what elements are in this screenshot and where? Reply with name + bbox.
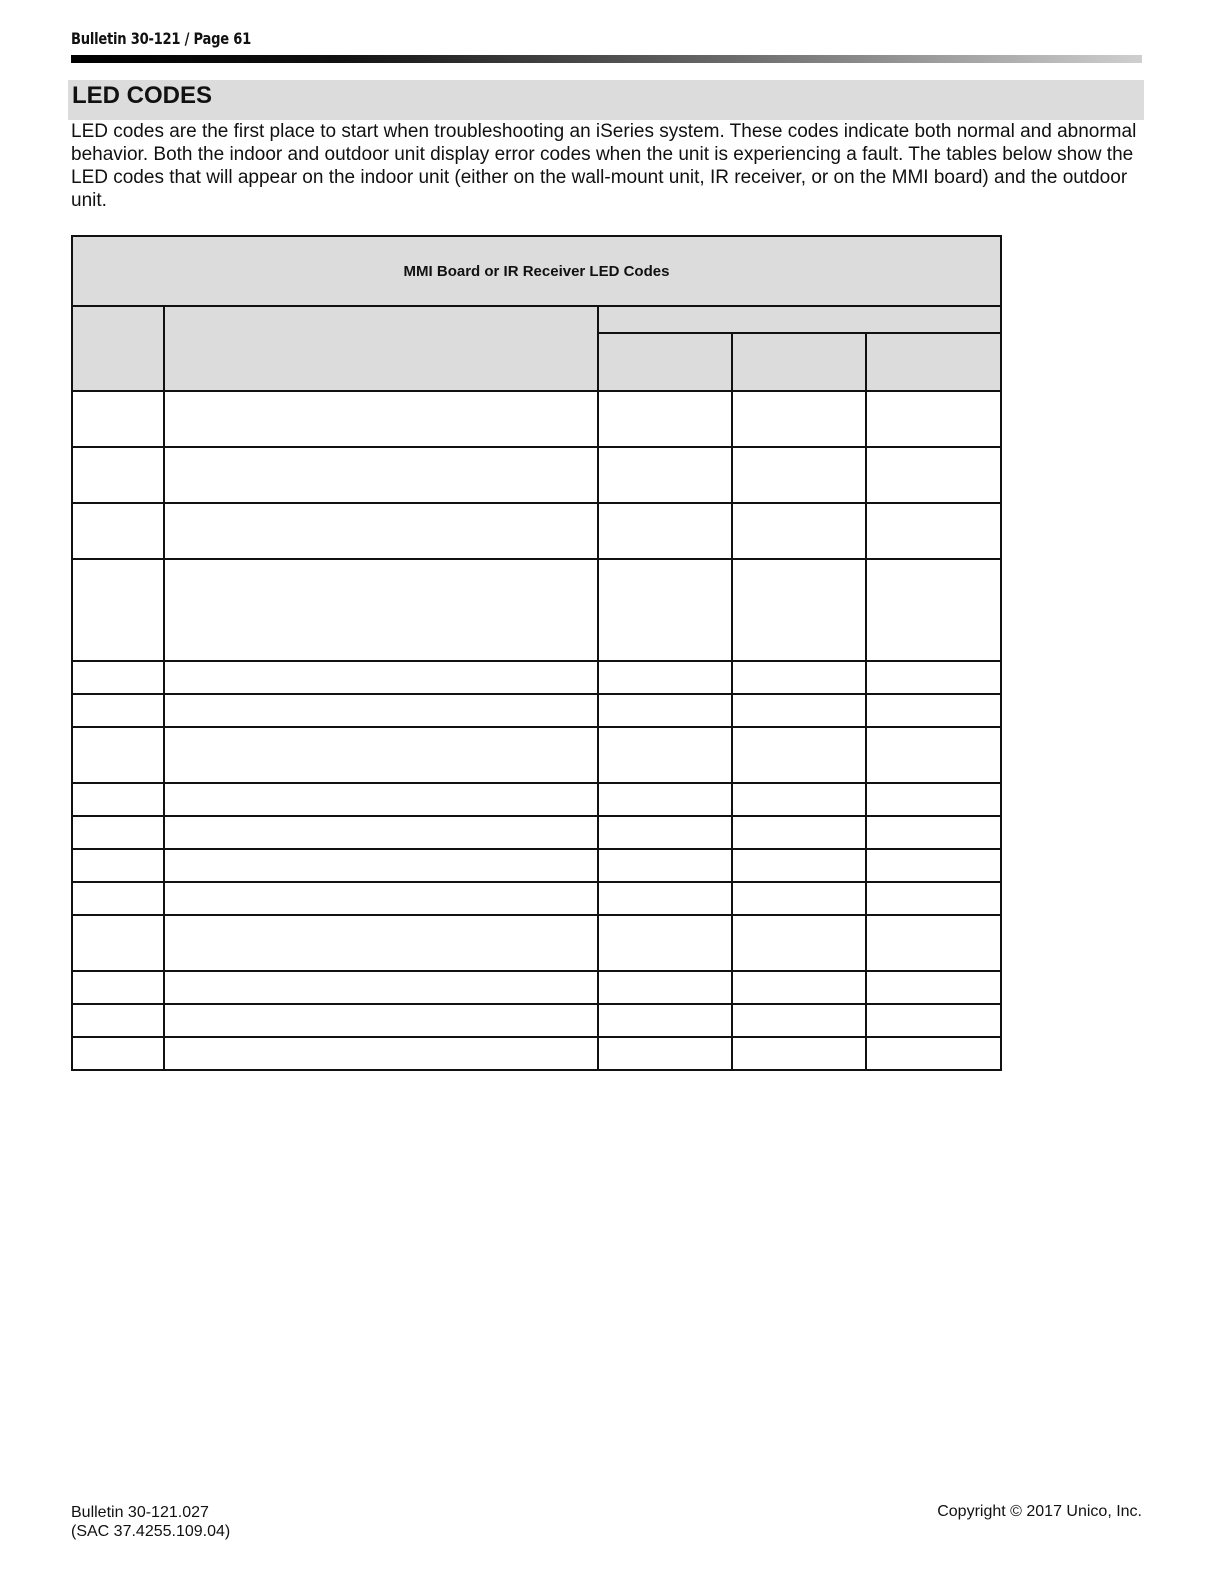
led-2-cell [732, 559, 866, 661]
led-1-cell [598, 559, 732, 661]
header-cell-led-group [598, 306, 1001, 333]
header-cell-led-1 [598, 333, 732, 391]
code-cell [72, 559, 164, 661]
table-row [72, 1037, 1001, 1070]
table-row [72, 915, 1001, 971]
code-cell [72, 391, 164, 447]
code-cell [72, 882, 164, 915]
led-3-cell [866, 971, 1001, 1004]
led-2-cell [732, 971, 866, 1004]
led-3-cell [866, 1037, 1001, 1070]
table-row [72, 447, 1001, 503]
description-cell [164, 447, 598, 503]
led-2-cell [732, 1004, 866, 1037]
led-3-cell [866, 391, 1001, 447]
led-2-cell [732, 727, 866, 783]
table-row [72, 849, 1001, 882]
header-cell-code [72, 306, 164, 391]
led-2-cell [732, 391, 866, 447]
table-row [72, 971, 1001, 1004]
led-3-cell [866, 447, 1001, 503]
led-codes-table [71, 235, 1002, 1071]
table-row [72, 882, 1001, 915]
led-1-cell [598, 391, 732, 447]
led-1-cell [598, 1004, 732, 1037]
led-1-cell [598, 661, 732, 694]
led-3-cell [866, 783, 1001, 816]
description-cell [164, 1037, 598, 1070]
led-1-cell [598, 1037, 732, 1070]
description-cell [164, 915, 598, 971]
led-2-cell [732, 882, 866, 915]
description-cell [164, 849, 598, 882]
led-2-cell [732, 1037, 866, 1070]
description-cell [164, 391, 598, 447]
description-cell [164, 971, 598, 1004]
led-1-cell [598, 503, 732, 559]
description-cell [164, 694, 598, 727]
table-row [72, 503, 1001, 559]
footer-sac-number: (SAC 37.4255.109.04) [71, 1523, 231, 1540]
led-1-cell [598, 727, 732, 783]
header-gradient-rule [71, 55, 1142, 63]
code-cell [72, 915, 164, 971]
led-2-cell [732, 915, 866, 971]
code-cell [72, 727, 164, 783]
led-2-cell [732, 661, 866, 694]
table-row [72, 783, 1001, 816]
table-row [72, 816, 1001, 849]
code-cell [72, 503, 164, 559]
table-row [72, 559, 1001, 661]
table-row [72, 391, 1001, 447]
code-cell [72, 694, 164, 727]
description-cell [164, 661, 598, 694]
led-2-cell [732, 783, 866, 816]
description-cell [164, 882, 598, 915]
led-3-cell [866, 694, 1001, 727]
table-row [72, 727, 1001, 783]
code-cell [72, 783, 164, 816]
led-1-cell [598, 849, 732, 882]
led-3-cell [866, 882, 1001, 915]
description-cell [164, 503, 598, 559]
table-row [72, 1004, 1001, 1037]
led-3-cell [866, 915, 1001, 971]
led-3-cell [866, 661, 1001, 694]
led-2-cell [732, 849, 866, 882]
led-3-cell [866, 849, 1001, 882]
bulletin-page-header: Bulletin 30-121 / Page 61 [71, 29, 252, 48]
led-2-cell [732, 447, 866, 503]
footer-copyright: Copyright © 2017 Unico, Inc. [937, 1503, 1142, 1520]
description-cell [164, 816, 598, 849]
code-cell [72, 661, 164, 694]
led-2-cell [732, 694, 866, 727]
led-1-cell [598, 915, 732, 971]
code-cell [72, 849, 164, 882]
led-1-cell [598, 816, 732, 849]
led-3-cell [866, 816, 1001, 849]
description-cell [164, 783, 598, 816]
led-1-cell [598, 694, 732, 727]
header-cell-led-3 [866, 333, 1001, 391]
led-3-cell [866, 1004, 1001, 1037]
section-title-bar [68, 80, 1144, 120]
header-cell-description [164, 306, 598, 391]
table-row [72, 694, 1001, 727]
description-cell [164, 727, 598, 783]
code-cell [72, 1004, 164, 1037]
section-title: LED CODES [72, 82, 213, 109]
table-row [72, 661, 1001, 694]
led-1-cell [598, 447, 732, 503]
led-3-cell [866, 727, 1001, 783]
led-1-cell [598, 783, 732, 816]
description-cell [164, 559, 598, 661]
footer-left [71, 1503, 230, 1541]
led-1-cell [598, 971, 732, 1004]
header-cell-led-2 [732, 333, 866, 391]
table-title: MMI Board or IR Receiver LED Codes [72, 236, 1001, 306]
footer-bulletin-number: Bulletin 30-121.027 [71, 1504, 209, 1521]
code-cell [72, 1037, 164, 1070]
led-1-cell [598, 882, 732, 915]
code-cell [72, 971, 164, 1004]
led-2-cell [732, 816, 866, 849]
code-cell [72, 816, 164, 849]
led-3-cell [866, 559, 1001, 661]
code-cell [72, 447, 164, 503]
description-cell [164, 1004, 598, 1037]
intro-paragraph: LED codes are the first place to start when troubleshooting an iSeries system. These codes indicate both normal and abnormal behavior. Both the indoor and outdoor unit display error codes when the unit is experiencing a fault. The tables below show the LED codes that will appear on the indoor unit (either on the wall-mount unit, IR receiver, or on the MMI board) and the outdoor unit. [71, 121, 1137, 211]
led-2-cell [732, 503, 866, 559]
led-3-cell [866, 503, 1001, 559]
